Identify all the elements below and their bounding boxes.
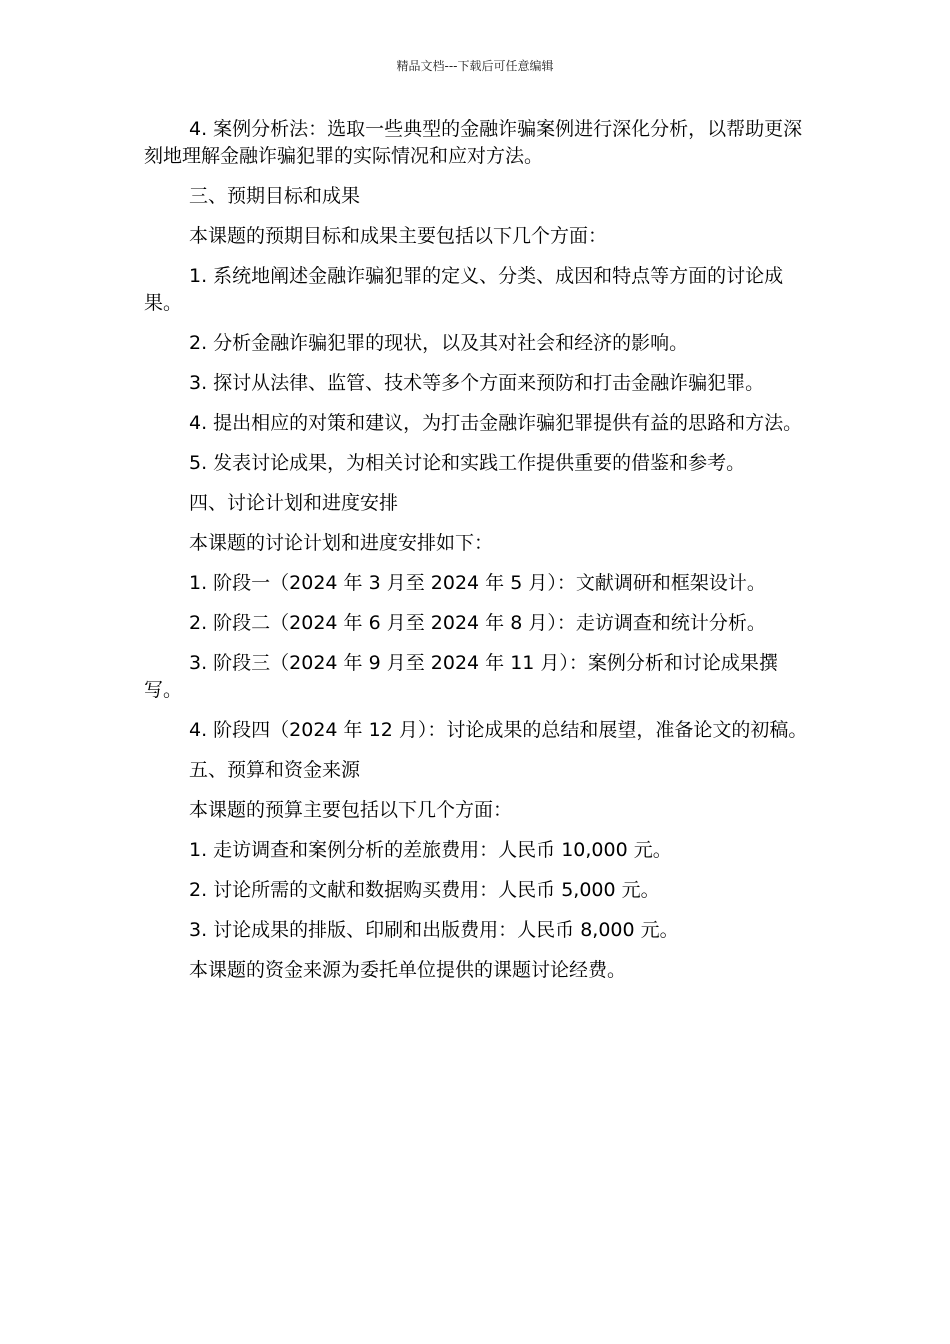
paragraph: 本课题的预算主要包括以下几个方面： [189, 799, 513, 821]
list-item: 4. 阶段四（2024 年 12 月）：讨论成果的总结和展望，准备论文的初稿。 [189, 719, 808, 741]
list-item: 5. 发表讨论成果，为相关讨论和实践工作提供重要的借鉴和参考。 [189, 452, 746, 474]
document-body [144, 116, 809, 997]
page-header: 精品文档---下载后可任意编辑 [396, 59, 554, 73]
paragraph: 本课题的预期目标和成果主要包括以下几个方面： [189, 225, 608, 247]
list-item: 1. 系统地阐述金融诈骗犯罪的定义、分类、成因和特点等方面的讨论成果。 [144, 265, 784, 314]
list-item: 2. 阶段二（2024 年 6 月至 2024 年 8 月）：走访调查和统计分析。 [189, 612, 766, 634]
list-item: 2. 分析金融诈骗犯罪的现状，以及其对社会和经济的影响。 [189, 332, 689, 354]
list-item: 1. 走访调查和案例分析的差旅费用：人民币 10,000 元。 [189, 839, 672, 861]
list-item: 2. 讨论所需的文献和数据购买费用：人民币 5,000 元。 [189, 879, 660, 901]
list-item: 4. 提出相应的对策和建议，为打击金融诈骗犯罪提供有益的思路和方法。 [189, 412, 803, 434]
list-item: 1. 阶段一（2024 年 3 月至 2024 年 5 月）：文献调研和框架设计。 [189, 572, 766, 594]
section-heading-goals: 三、预期目标和成果 [189, 185, 361, 207]
list-item: 3. 讨论成果的排版、印刷和出版费用：人民币 8,000 元。 [189, 919, 679, 941]
section-heading-budget: 五、预算和资金来源 [189, 759, 361, 781]
paragraph: 本课题的讨论计划和进度安排如下： [189, 532, 494, 554]
section-heading-schedule: 四、讨论计划和进度安排 [189, 492, 399, 514]
paragraph-case-analysis-method: 4. 案例分析法：选取一些典型的金融诈骗案例进行深化分析，以帮助更深刻地理解金融诈骗犯罪的实际情况和应对方法。 [144, 118, 803, 167]
list-item: 3. 阶段三（2024 年 9 月至 2024 年 11 月）：案例分析和讨论成果撰写。 [144, 652, 778, 701]
paragraph-funding-source: 本课题的资金来源为委托单位提供的课题讨论经费。 [189, 959, 627, 981]
list-item: 3. 探讨从法律、监管、技术等多个方面来预防和打击金融诈骗犯罪。 [189, 372, 765, 394]
